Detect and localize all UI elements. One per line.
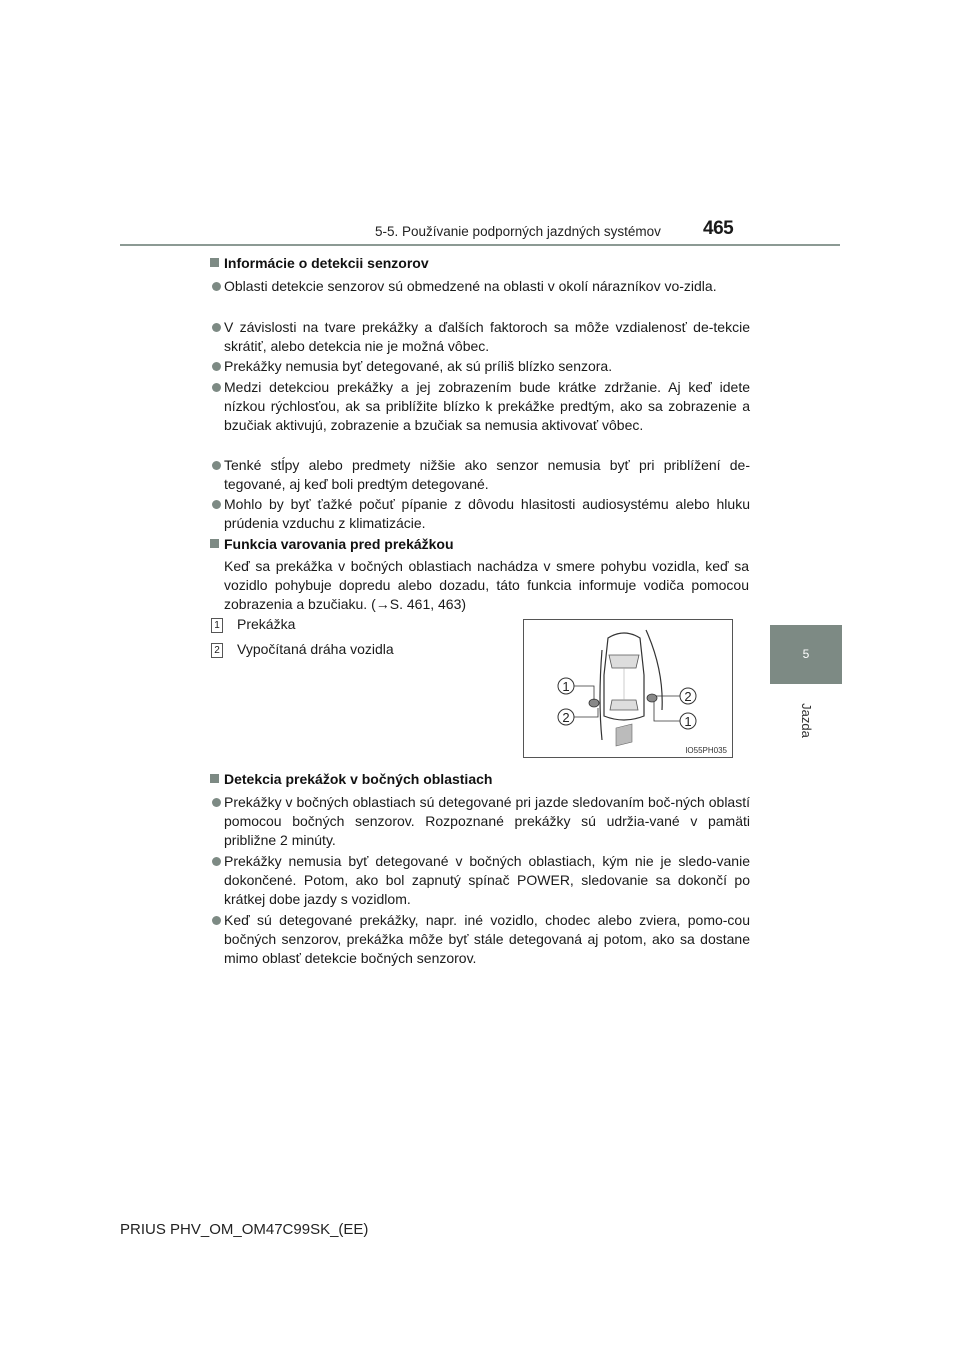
legend-number: 2: [211, 643, 223, 658]
obstacle-marker: [589, 699, 599, 707]
legend-label: Vypočítaná dráha vozidla: [237, 641, 394, 657]
callout-label: 2: [562, 710, 570, 725]
bullet-text: Mohlo by byť ťažké počuť pípanie z dôvodu hlasitosti audiosystému alebo hluku prúdenia vzduchu z klimatizácie.: [224, 496, 750, 531]
bullet-text: Prekážky nemusia byť detegované v bočných oblastiach, kým nie je sledo-vanie dokončené. Potom, ako bol zapnutý spínač POWER, sledovanie sa dokončí po krátkej dobe jazdy s vozidlom.: [224, 853, 750, 907]
square-bullet-icon: [210, 539, 219, 548]
round-bullet-icon: [212, 798, 221, 807]
section-paragraph: Keď sa prekážka v bočných oblastiach nachádza v smere pohybu vozidla, keď sa vozidlo pohybuje dopredu alebo dozadu, táto funkcia informuje vodiča pomocou zobrazenia a bzučiaku. (→S. 461, 463): [224, 558, 749, 612]
bullet-text: Medzi detekciou prekážky a jej zobrazením bude krátke zdržanie. Aj keď idete nízkou rýchlosťou, ak sa priblížite blízko k prekážke predtým, ako sa zobrazenie a bzučiak aktivujú, zobrazenie a bzučiak sa nemusia aktivovať vôbec.: [224, 379, 750, 433]
vehicle-diagram: [523, 619, 733, 758]
round-bullet-icon: [212, 383, 221, 392]
obstacle-marker: [647, 694, 657, 702]
figure-code: IO55PH035: [685, 746, 727, 755]
bullet-text: Keď sú detegované prekážky, napr. iné vozidlo, chodec alebo zviera, pomo-cou bočných senzorov, prekážka môže byť stále detegovaná aj potom, ako sa dostane mimo oblasť detekcie bočných senzorov.: [224, 912, 750, 966]
running-header-section: 5-5. Používanie podporných jazdných systémov: [375, 224, 661, 239]
round-bullet-icon: [212, 500, 221, 509]
round-bullet-icon: [212, 362, 221, 371]
list-item: [224, 378, 750, 435]
list-item: [224, 852, 750, 909]
callout-line: [574, 686, 594, 700]
callout-label: 1: [562, 679, 570, 694]
round-bullet-icon: [212, 282, 221, 291]
square-bullet-icon: [210, 774, 219, 783]
path-line-left: [600, 650, 602, 740]
header-divider: [120, 244, 840, 246]
chapter-tab-label: [770, 690, 842, 750]
legend-item-path: [211, 641, 394, 658]
chapter-label-text: Jazda: [798, 702, 814, 738]
page-number: 465: [703, 218, 734, 239]
section-title-detection-info: [210, 255, 429, 271]
list-item: [224, 456, 750, 494]
section-title-text: Detekcia prekážok v bočných oblastiach: [224, 771, 493, 787]
callout-line: [574, 708, 598, 717]
list-item: [224, 277, 750, 296]
list-item: [224, 495, 750, 533]
legend-label: Prekážka: [237, 616, 296, 632]
reverse-direction-arrow: [616, 724, 632, 746]
bullet-text: Tenké stĺpy alebo predmety nižšie ako senzor nemusia byť pri priblížení de-tegované, aj keď boli predtým detegované.: [224, 457, 750, 492]
chapter-tab-number: 5: [770, 625, 842, 684]
bullet-text: Oblasti detekcie senzorov sú obmedzené na oblasti v okolí nárazníkov vo-zidla.: [224, 278, 717, 294]
list-item: [224, 318, 750, 356]
vehicle-diagram-svg: [524, 620, 732, 757]
round-bullet-icon: [212, 857, 221, 866]
list-item: [224, 911, 750, 968]
square-bullet-icon: [210, 258, 219, 267]
callout-label: 1: [684, 714, 692, 729]
bullet-text: Prekážky nemusia byť detegované, ak sú príliš blízko senzora.: [224, 358, 613, 374]
list-item: [224, 357, 750, 376]
callout-line: [654, 702, 680, 721]
legend-item-obstacle: [211, 616, 295, 633]
section-title-obstacle-warning: [210, 536, 454, 552]
bullet-text: V závislosti na tvare prekážky a ďalších faktoroch sa môže vzdialenosť de-tekcie skrátiť, alebo detekcia nie je možná vôbec.: [224, 319, 750, 354]
legend-number: 1: [211, 618, 223, 633]
round-bullet-icon: [212, 916, 221, 925]
list-item: [224, 793, 750, 850]
car-windshield: [609, 655, 639, 668]
bullet-text: Prekážky v bočných oblastiach sú detegované pri jazde sledovaním boč-ných oblastí pomocou bočných senzorov. Rozpoznané prekážky sú udržia-vané v pamäti približne 2 minúty.: [224, 794, 750, 848]
callout-label: 2: [684, 689, 692, 704]
section-title-side-detection: [210, 771, 492, 787]
round-bullet-icon: [212, 461, 221, 470]
section-title-text: Funkcia varovania pred prekážkou: [224, 536, 454, 552]
round-bullet-icon: [212, 323, 221, 332]
document-code: PRIUS PHV_OM_OM47C99SK_(EE): [120, 1221, 369, 1238]
section-title-text: Informácie o detekcii senzorov: [224, 255, 429, 271]
car-rear-window: [610, 700, 638, 710]
